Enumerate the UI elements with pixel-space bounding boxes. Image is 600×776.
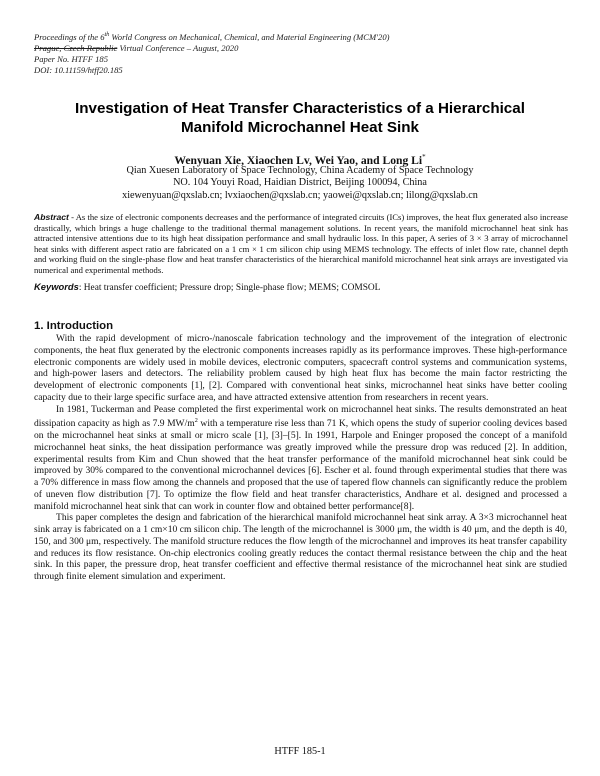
venue-line: Prague, Czech Republic Virtual Conference – August, 2020 xyxy=(34,42,239,53)
author-emails: xiewenyuan@qxslab.cn; lvxiaochen@qxslab.cn; yaowei@qxslab.cn; lilong@qxslab.cn xyxy=(122,189,478,201)
paper-title: Investigation of Heat Transfer Characteristics of a Hierarchical Manifold Microchannel Heat Sink xyxy=(75,100,525,136)
author-list: Wenyuan Xie, Xiaochen Lv, Wei Yao, and Long Li* xyxy=(174,153,426,167)
abstract-text: - As the size of electronic components decreases and the performance of integrated circuits (ICs) improves, the heat flux generated also increase drastically, which brings a huge challenge to the traditional thermal management solutions. In recent years, the manifold microchannel heat sink has attracted intensive attentions due to its high heat dissipation performance and small hydraulic loss. In this paper, A series of 3 × 3 array of microchannel heat sinks with different aspect ratio are fabricated on a 1 cm × 1 cm silicon chip using MEMS technology. The effects of inlet flow rate, channel depth and working fluid on the single-phase flow and heat transfer characteristics of the hierarchical manifold microchannel heat sink arrays are investigated via numerical and experimental methods. xyxy=(34,212,568,275)
introduction-body xyxy=(34,333,567,583)
page-footer: HTFF 185-1 xyxy=(274,746,326,757)
paragraph-2: In 1981, Tuckerman and Pease completed the first experimental work on microchannel heat sinks. The results demonstrated an heat dissipation capacity as high as 7.9 $MW/m^2$ with a temperature rise less than 71 K, which opens the study of superior cooling devices based on the microchannel heat sinks at small or micro scale [1], [3]–[5]. In 1991, Harpole and Eninger proposed the concept of a manifold microchannel heat sinks, the heat dissipation performance was greatly improved while the pressure drop was reduced [2]. In addition, experimental results from Kim and Chun showed that the heat transfer performance of the manifold microchannel heat sink could be improved by 30% compared to the conventional microchannel devices [6]. Escher et al. found through experimental studies that there was a 70% difference in mass flow among the channels and proposed that the use of tapered flow channels can significantly reduce the problem of uneven flow distribution [7]. To optimize the flow field and heat transfer characteristics, Andhare et al. designed and processed a manifold microchannel heat sink that can work in counter flow and obtained better performance[8]. xyxy=(34,403,567,512)
abstract-label: Abstract xyxy=(34,212,69,222)
struck-location: Prague, Czech Republic xyxy=(34,42,118,53)
paragraph-1: With the rapid development of micro-/nanoscale fabrication technology and the improvement of the integration of electronic components, the heat flux generated by the electronic components increases rapidly as its performance improves. These high-performance electronic components are widely used in mobile devices, electronic computers, spacecraft control systems and communication systems, and high-power lasers and detectors. The reliability problem caused by high heat flux has become the main factor restricting the development of electronic components [1], [2]. Compared with conventional heat sinks, microchannel heat sinks have better cooling capacity due to their large specific surface area, and have attracted extensive attention from researchers in recent years. xyxy=(34,333,567,403)
proceedings-header xyxy=(34,30,574,76)
section-heading-introduction: 1. Introduction xyxy=(34,320,114,332)
affiliation-line-2: NO. 104 Youyi Road, Haidian District, Beijing 100094, China xyxy=(173,177,427,189)
keywords xyxy=(34,281,568,294)
doi-line: DOI: 10.11159/htff20.185 xyxy=(34,64,123,75)
affiliation xyxy=(40,165,560,202)
abstract xyxy=(34,212,568,276)
paragraph-3: This paper completes the design and fabrication of the hierarchical manifold microchannel heat sink array. A 3×3 microchannel heat sink array is fabricated on a 1 cm×10 cm silicon chip. The length of the microchannel is 3000 μm, the width is 40 μm, and the depth is 40, 150, and 300 μm, respectively. The manifold structure reduces the flow length of the microchannel and improves its heat transfer capability and reduces its flow resistance. On-chip electronics cooling greatly reduces the contact thermal resistance between the chip and the heat sink. In this paper, the pressure drop, heat transfer coefficient and effective thermal resistance of the microchannel heat sink are studied through finite element simulation and experiment. xyxy=(34,512,567,583)
corresponding-mark: * xyxy=(422,153,426,161)
keywords-label: Keywords xyxy=(34,281,79,292)
keywords-text: : Heat transfer coefficient; Pressure drop; Single-phase flow; MEMS; COMSOL xyxy=(78,283,381,293)
affiliation-line-1: Qian Xuesen Laboratory of Space Technology, China Academy of Space Technology xyxy=(126,165,474,176)
paper-number: Paper No. HTFF 185 xyxy=(34,53,108,64)
proceedings-line: Proceedings of the 6th World Congress on Mechanical, Chemical, and Material Engineering (MCM'20) xyxy=(34,31,390,42)
